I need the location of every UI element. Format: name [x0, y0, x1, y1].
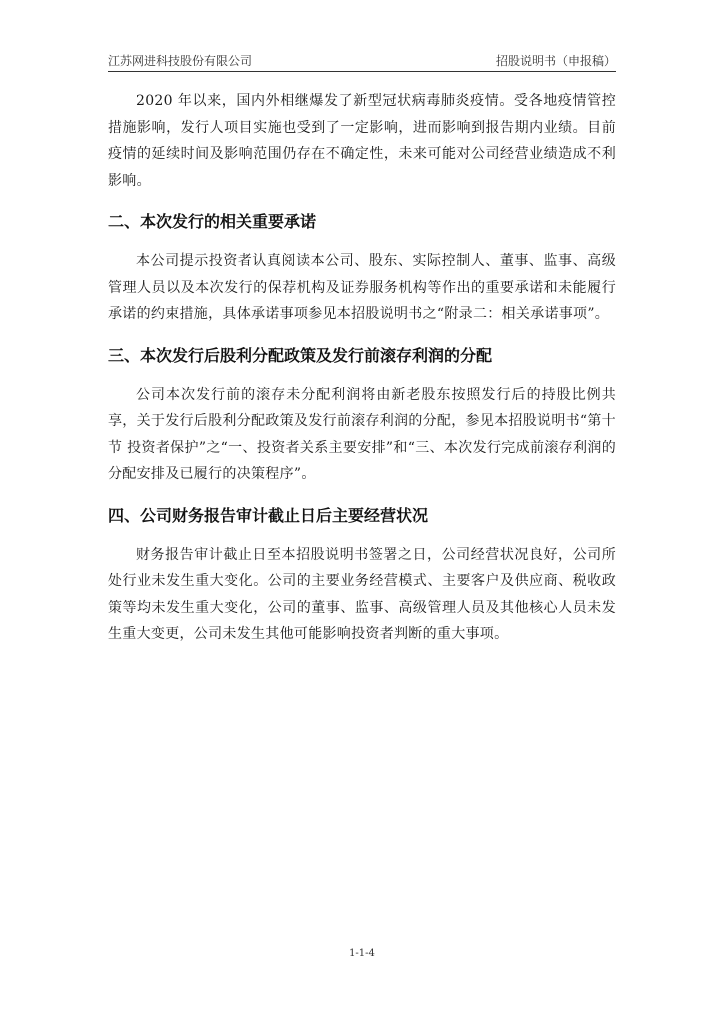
section-heading-post-audit-status: 四、公司财务报告审计截止日后主要经营状况 — [108, 505, 429, 525]
section-paragraph-dividend-policy: 公司本次发行前的滚存未分配利润将由新老股东按照发行后的持股比例共享，关于发行后股利分配政策及发行前滚存利润的分配，参见本招股说明书“第十节 投资者保护”之“一、投资者关系主要安排”和“三、本次发行完成前滚存利润的分配安排及已履行的决策程序”。 — [108, 386, 616, 482]
section-heading-commitments: 二、本次发行的相关重要承诺 — [108, 212, 317, 231]
page-header — [108, 48, 616, 72]
section-paragraph-post-audit-status: 财务报告审计截止日至本招股说明书签署之日，公司经营状况良好，公司所处行业未发生重大变化。公司的主要业务经营模式、主要客户及供应商、税收政策等均未发生重大变化，公司的董事、监事、高级管理人员及其他核心人员未发生重大变更，公司未发生其他可能影响投资者判断的重大事项。 — [108, 546, 616, 642]
header-document-title: 招股说明书（申报稿） — [495, 54, 616, 68]
section-paragraph-commitments: 本公司提示投资者认真阅读本公司、股东、实际控制人、董事、监事、高级管理人员以及本次发行的保荐机构及证券服务机构等作出的重要承诺和未能履行承诺的约束措施，具体承诺事项参见本招股说明书之“附录二：相关承诺事项”。 — [108, 253, 616, 322]
intro-paragraph: 2020 年以来，国内外相继爆发了新型冠状病毒肺炎疫情。受各地疫情管控措施影响，发行人项目实施也受到了一定影响，进而影响到报告期内业绩。目前疫情的延续时间及影响范围仍存在不确定性，未来可能对公司经营业绩造成不利影响。 — [108, 93, 616, 189]
header-company-name: 江苏网进科技股份有限公司 — [108, 54, 253, 68]
page-number: 1-1-4 — [349, 948, 375, 959]
section-heading-dividend-policy: 三、本次发行后股利分配政策及发行前滚存利润的分配 — [108, 345, 493, 365]
document-body — [108, 88, 616, 648]
